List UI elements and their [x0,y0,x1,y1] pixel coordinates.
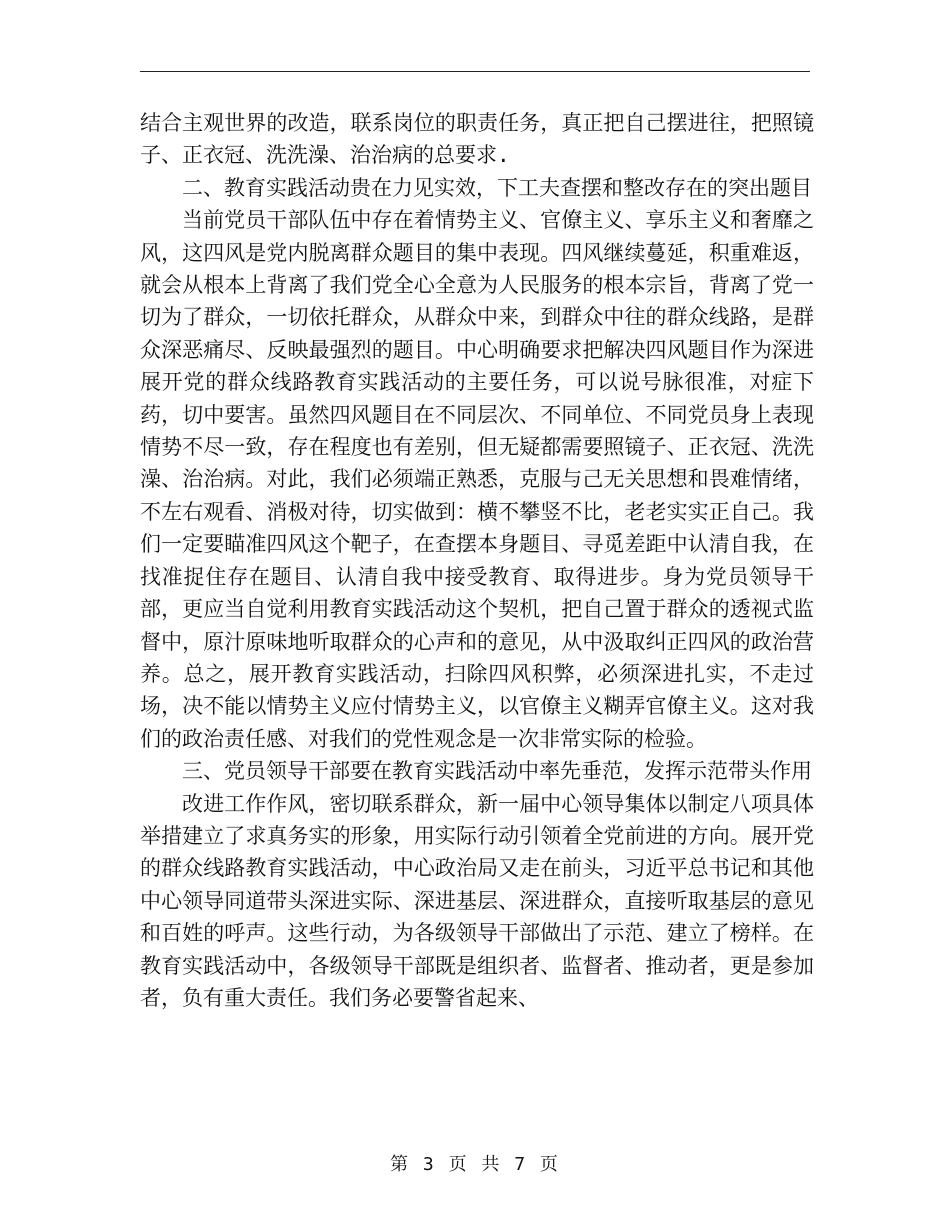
page-number-footer: 第 3 页 共 7 页 [390,1154,560,1175]
document-body [140,107,814,1014]
paragraph-leadership: 改进工作作风，密切联系群众，新一届中心领导集体以制定八项具体举措建立了求真务实的形象，用实际行动引领着全党前进的方向。展开党的群众线路教育实践活动，中心政治局又走在前头，习近平总书记和其他中心领导同道带头深进实际、深进基层、深进群众，直接听取基层的意见和百姓的呼声。这些行动，为各级领导干部做出了示范、建立了榜样。在教育实践活动中，各级领导干部既是组织者、监督者、推动者，更是参加者，负有重大责任。我们务必要警省起来、 [140,791,814,1010]
section-heading-two: 二、教育实践活动贵在力见实效，下工夫查摆和整改存在的突出题目 [182,175,812,200]
header-rule [140,71,810,72]
paragraph-four-winds: 当前党员干部队伍中存在着情势主义、官僚主义、享乐主义和奢靡之风，这四风是党内脱离群众题目的集中表现。四风继续蔓延，积重难返，就会从根本上背离了我们党全心全意为人民服务的根本宗旨，背离了党一切为了群众，一切依托群众，从群众中来，到群众中往的群众线路，是群众深恶痛尽、反映最强烈的题目。中心明确要求把解决四风题目作为深进展开党的群众线路教育实践活动的主要任务，可以说号脉很准，对症下药，切中要害。虽然四风题目在不同层次、不同单位、不同党员身上表现情势不尽一致，存在程度也有差别，但无疑都需要照镜子、正衣冠、洗洗澡、治治病。对此，我们必须端正熟悉，克服与己无关思想和畏难情绪，不左右观看、消极对待，切实做到：横不攀竖不比，老老实实正自己。我们一定要瞄准四风这个靶子，在查摆本身题目、寻觅差距中认清自我，在找准捉住存在题目、认清自我中接受教育、取得进步。身为党员领导干部，更应当自觉利用教育实践活动这个契机，把自己置于群众的透视式监督中，原汁原味地听取群众的心声和的意见，从中汲取纠正四风的政治营养。总之，展开教育实践活动，扫除四风积弊，必须深进扎实，不走过场，决不能以情势主义应付情势主义，以官僚主义糊弄官僚主义。这对我们的政治责任感、对我们的党性观念是一次非常实际的检验。 [140,208,814,751]
section-heading-three: 三、党员领导干部要在教育实践活动中率先垂范，发挥示范带头作用 [182,759,812,784]
paragraph-continuation: 结合主观世界的改造，联系岗位的职责任务，真正把自己摆进往，把照镜子、正衣冠、洗洗澡、治治病的总要求. [140,111,814,168]
